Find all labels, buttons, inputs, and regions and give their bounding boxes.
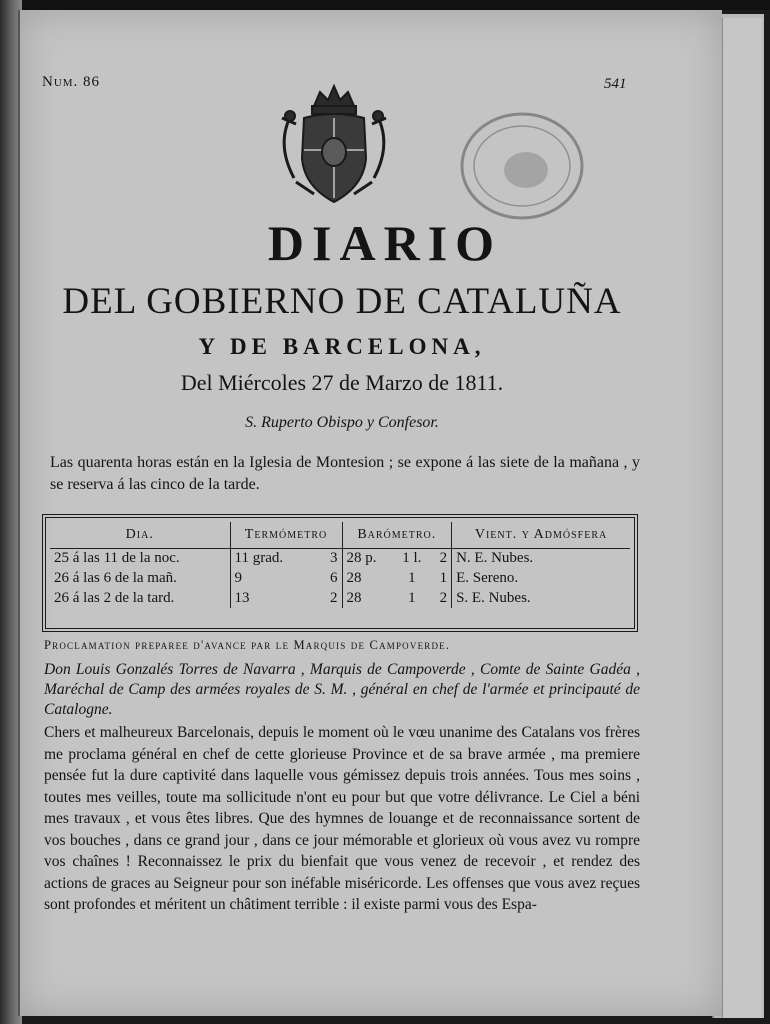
saint-of-day: S. Ruperto Obispo y Confesor. (245, 414, 439, 431)
column-header-termometro: Termómetro (230, 522, 342, 548)
issue-number: Num. 86 (42, 74, 101, 90)
cell-dia: 26 á las 2 de la tard. (54, 589, 175, 606)
cell-termometro-2: 6 (330, 569, 338, 586)
cell-barometro-3: 2 (439, 549, 448, 566)
cell-termometro-2: 3 (330, 549, 338, 566)
cell-barometro: 28 (342, 568, 394, 588)
weather-table (42, 514, 638, 632)
scan-edge-top (0, 0, 770, 10)
proclamation-heading: Proclamation preparee d'avance par le Marquis de Campoverde. (44, 638, 451, 652)
proclamation-intro: Don Louis Gonzalés Torres de Navarra , Marquis de Campoverde , Comte de Sainte Gadéa , Maréchal de Camp des armées royales de S. M. , général en chef de l'armée et principauté de Catalogne. (44, 661, 640, 718)
column-header-dia: Dia. (50, 522, 230, 548)
royal-crest-icon (274, 78, 394, 208)
cell-barometro-2: 1 (408, 569, 416, 586)
cell-termometro-2: 2 (330, 589, 338, 606)
masthead-subtitle: DEL GOBIERNO DE CATALUÑA (62, 281, 622, 322)
column-header-viento: Vient. y Admósfera (452, 522, 630, 548)
cell-dia: 26 á las 6 de la mañ. (54, 569, 177, 586)
cell-barometro: 28 p. (342, 548, 394, 568)
page-number: 541 (604, 76, 627, 92)
table-row (50, 568, 630, 588)
cell-viento: S. E. Nubes. (452, 588, 630, 608)
library-stamp (456, 106, 588, 226)
masthead-subtitle-2: Y DE BARCELONA, (198, 334, 486, 359)
proclamation-body: Chers et malheureux Barcelonais, depuis le moment où le vœu unanime des Catalans vos frères me proclama général en chef de cette glorieuse Province et de sa brave armée , ma premiere pensée fut la dure captivité dans laquelle vous gémissez depuis trois années. Tous mes soins , toutes mes veilles, toute ma sollicitude n'ont eu pour but que votre délivrance. Le Ciel a béni mes travaux , et vous êtes libres. Que des hymnes de louange et de reconnaissance sortent de vos bouches , dans ce grand jour , dans ce jour mémorable et glorieux où vous avez vu rompre vos chaînes ! Reconnaissez le prix du bienfait que vous venez de recevoir , et rendez des actions de graces au Seigneur pour son inéfable miséricorde. Les offenses que vous avez reçues sont profondes et méritent un châtiment terrible : il existe parmi vous des Espa- (44, 724, 640, 913)
church-notice: Las quarenta horas están en la Iglesia de Montesion ; se expone á las siete de la mañana , y se reserva á las cinco de la tarde. (50, 454, 640, 493)
cell-viento: N. E. Nubes. (452, 548, 630, 568)
issue-date: Del Miércoles 27 de Marzo de 1811. (180, 370, 504, 395)
cell-viento: E. Sereno. (452, 568, 630, 588)
masthead-title: DIARIO (267, 215, 503, 271)
column-header-barometro: Barómetro. (342, 522, 452, 548)
table-row (50, 548, 630, 568)
cell-barometro: 28 (342, 588, 394, 608)
cell-termometro: 13 (230, 588, 317, 608)
cell-termometro: 11 grad. (230, 548, 317, 568)
cell-dia: 25 á las 11 de la noc. (54, 549, 180, 566)
cell-barometro-3: 2 (439, 589, 448, 606)
table-row (50, 588, 630, 608)
cell-barometro-2: 1 l. (402, 549, 422, 566)
back-page-underlay (722, 18, 762, 1018)
cell-termometro: 9 (230, 568, 317, 588)
cell-barometro-2: 1 (408, 589, 416, 606)
cell-barometro-3: 1 (439, 569, 448, 586)
